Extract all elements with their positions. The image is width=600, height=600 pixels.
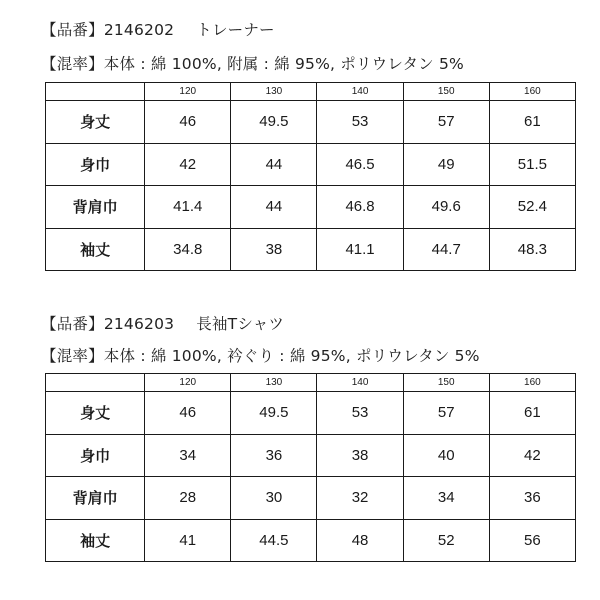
table-cell: 40 xyxy=(403,434,489,477)
table-cell: 44.7 xyxy=(403,228,489,271)
item-label: 【品番】 xyxy=(41,315,104,333)
table-cell: 56 xyxy=(489,519,575,562)
row-label: 身巾 xyxy=(46,434,145,477)
size-header: 140 xyxy=(317,374,403,392)
row-label: 背肩巾 xyxy=(46,477,145,520)
table-row xyxy=(46,434,576,477)
table-cell: 53 xyxy=(317,101,403,144)
row-label: 袖丈 xyxy=(46,228,145,271)
row-label: 身丈 xyxy=(46,392,145,435)
table-cell: 48 xyxy=(317,519,403,562)
table-cell: 44 xyxy=(231,143,317,186)
material-line-2: 【混率】本体 : 綿 100%, 衿ぐり : 綿 95%, ポリウレタン 5% xyxy=(41,347,480,365)
size-header: 150 xyxy=(403,83,489,101)
table-cell: 32 xyxy=(317,477,403,520)
corner-cell xyxy=(46,374,145,392)
size-header: 150 xyxy=(403,374,489,392)
table-cell: 52.4 xyxy=(489,186,575,229)
item-name: 長袖Tシャツ xyxy=(196,315,285,333)
size-header: 130 xyxy=(231,83,317,101)
table-cell: 30 xyxy=(231,477,317,520)
table-cell: 34.8 xyxy=(145,228,231,271)
table-row xyxy=(46,392,576,435)
size-header: 140 xyxy=(317,83,403,101)
item-code: 2146202 xyxy=(103,21,175,39)
table-cell: 41 xyxy=(145,519,231,562)
table-cell: 36 xyxy=(489,477,575,520)
item-code: 2146203 xyxy=(103,315,175,333)
table-cell: 53 xyxy=(317,392,403,435)
table-cell: 38 xyxy=(231,228,317,271)
size-header: 160 xyxy=(489,83,575,101)
size-header: 120 xyxy=(145,83,231,101)
table-cell: 42 xyxy=(489,434,575,477)
item-label: 【品番】 xyxy=(41,21,104,39)
size-header: 120 xyxy=(145,374,231,392)
table-row xyxy=(46,143,576,186)
table-cell: 49.5 xyxy=(231,101,317,144)
item-name: トレーナー xyxy=(196,21,275,39)
table-row xyxy=(46,477,576,520)
table-cell: 34 xyxy=(403,477,489,520)
table-cell: 57 xyxy=(403,392,489,435)
table-cell: 46.5 xyxy=(317,143,403,186)
table-cell: 48.3 xyxy=(489,228,575,271)
table-cell: 49.6 xyxy=(403,186,489,229)
table-row xyxy=(46,228,576,271)
table-cell: 42 xyxy=(145,143,231,186)
size-table-2 xyxy=(45,373,576,562)
table-cell: 52 xyxy=(403,519,489,562)
table-cell: 36 xyxy=(231,434,317,477)
table-cell: 49.5 xyxy=(231,392,317,435)
table-cell: 38 xyxy=(317,434,403,477)
row-label: 身巾 xyxy=(46,143,145,186)
item-line-2 xyxy=(41,312,284,334)
table-cell: 28 xyxy=(145,477,231,520)
size-header-row xyxy=(46,374,576,392)
table-cell: 44 xyxy=(231,186,317,229)
table-row xyxy=(46,519,576,562)
row-label: 身丈 xyxy=(46,101,145,144)
row-label: 背肩巾 xyxy=(46,186,145,229)
table-cell: 41.1 xyxy=(317,228,403,271)
size-table-1 xyxy=(45,82,576,271)
table-cell: 46 xyxy=(145,101,231,144)
table-row xyxy=(46,186,576,229)
table-cell: 51.5 xyxy=(489,143,575,186)
table-cell: 61 xyxy=(489,392,575,435)
table-cell: 46.8 xyxy=(317,186,403,229)
material-line-1: 【混率】本体 : 綿 100%, 附属 : 綿 95%, ポリウレタン 5% xyxy=(41,55,464,73)
table-cell: 61 xyxy=(489,101,575,144)
table-cell: 34 xyxy=(145,434,231,477)
table-cell: 41.4 xyxy=(145,186,231,229)
corner-cell xyxy=(46,83,145,101)
size-header-row xyxy=(46,83,576,101)
table-cell: 49 xyxy=(403,143,489,186)
item-line-1 xyxy=(41,18,275,40)
table-cell: 46 xyxy=(145,392,231,435)
size-header: 130 xyxy=(231,374,317,392)
row-label: 袖丈 xyxy=(46,519,145,562)
size-header: 160 xyxy=(489,374,575,392)
table-row xyxy=(46,101,576,144)
table-cell: 44.5 xyxy=(231,519,317,562)
table-cell: 57 xyxy=(403,101,489,144)
